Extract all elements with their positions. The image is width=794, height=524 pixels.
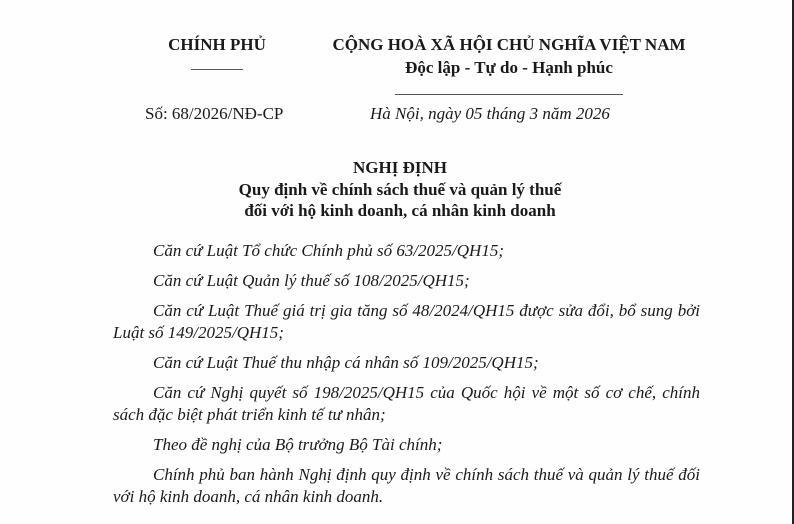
document-title [150,179,650,221]
national-motto: Độc lập - Tự do - Hạnh phúc [405,58,613,77]
preamble-paragraph: Theo đề nghị của Bộ trưởng Bộ Tài chính; [153,435,443,454]
agency-divider [191,69,243,70]
preamble-paragraph: Căn cứ Luật Thuế giá trị gia tăng số 48/2024/QH15 được sửa đổi, bổ sung bởi Luật số 149/2025/QH15; [113,301,700,342]
preamble [113,240,700,516]
document-type: NGHỊ ĐỊNH [353,158,447,177]
document-title-line-1: Quy định về chính sách thuế và quản lý thuế [238,180,562,199]
preamble-paragraph: Căn cứ Luật Quản lý thuế số 108/2025/QH15; [153,271,470,290]
place-and-date: Hà Nội, ngày 05 tháng 3 năm 2026 [370,104,610,123]
document-title-line-2: đối với hộ kinh doanh, cá nhân kinh doanh [244,201,556,220]
preamble-paragraph: Căn cứ Luật Tổ chức Chính phủ số 63/2025/QH15; [153,241,504,260]
issuing-agency: CHÍNH PHỦ [168,35,266,54]
preamble-paragraph: Chính phủ ban hành Nghị định quy định về chính sách thuế và quản lý thuế đối với hộ kinh doanh, cá nhân kinh doanh. [113,465,700,506]
preamble-paragraph: Căn cứ Luật Thuế thu nhập cá nhân số 109/2025/QH15; [153,353,539,372]
preamble-paragraph: Căn cứ Nghị quyết số 198/2025/QH15 của Quốc hội về một số cơ chế, chính sách đặc biệt phát triển kinh tế tư nhân; [113,383,700,424]
motto-divider [395,94,623,95]
national-title: CỘNG HOÀ XÃ HỘI CHỦ NGHĨA VIỆT NAM [332,35,686,54]
document-number: Số: 68/2026/NĐ-CP [145,104,284,123]
